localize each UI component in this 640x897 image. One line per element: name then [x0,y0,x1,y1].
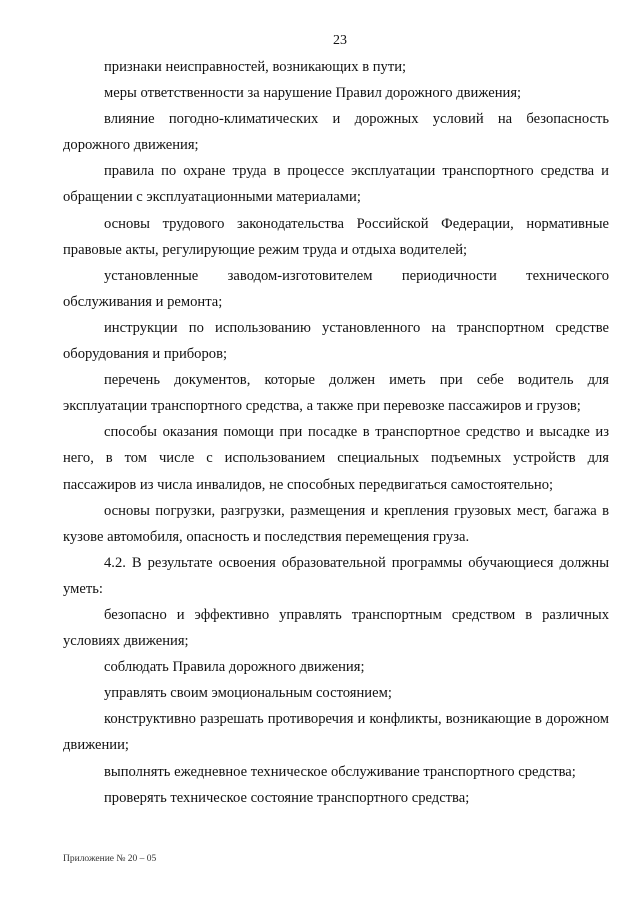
paragraph-4: правила по охране труда в процессе эксплуатации транспортного средства и обращении с эксплуатационными материалами; [63,163,609,206]
page-number: 23 [333,33,347,48]
section-heading-4-2: 4.2. В результате освоения образовательной программы обучающиеся должны уметь: [63,554,609,597]
paragraph-17: проверять техническое состояние транспортного средства; [104,789,470,806]
paragraph-15: конструктивно разрешать противоречия и конфликты, возникающие в дорожном движении; [63,711,609,754]
paragraph-8: перечень документов, которые должен иметь при себе водитель для эксплуатации транспортного средства, а также при перевозке пассажиров и грузов; [63,372,609,415]
paragraph-9: способы оказания помощи при посадке в транспортное средство и высадке из него, в том числе с использованием специальных подъемных устройств для пассажиров из числа инвалидов, не способных передвигаться самостоятельно; [63,424,609,493]
paragraph-13: соблюдать Правила дорожного движения; [104,659,365,676]
paragraph-3: влияние погодно-климатических и дорожных условий на безопасность дорожного движения; [63,111,609,154]
paragraph-7: инструкции по использованию установленного на транспортном средстве оборудования и приборов; [63,319,609,363]
footer-note: Приложение № 20 – 05 [63,854,157,864]
paragraph-10: основы погрузки, разгрузки, размещения и крепления грузовых мест, багажа в кузове автомобиля, опасность и последствия перемещения груза. [63,502,609,545]
paragraph-1: признаки неисправностей, возникающих в пути; [104,59,407,75]
paragraph-6: установленные заводом-изготовителем периодичности технического обслуживания и ремонта; [63,267,609,310]
paragraph-14: управлять своим эмоциональным состоянием; [104,685,392,702]
paragraph-5: основы трудового законодательства Российской Федерации, нормативные правовые акты, регулирующие режим труда и отдыха водителей; [63,215,609,258]
document-body [63,54,609,811]
paragraph-16: выполнять ежедневное техническое обслуживание транспортного средства; [104,763,576,780]
paragraph-12: безопасно и эффективно управлять транспортным средством в различных условиях движения; [63,606,609,650]
paragraph-2: меры ответственности за нарушение Правил дорожного движения; [104,85,522,102]
